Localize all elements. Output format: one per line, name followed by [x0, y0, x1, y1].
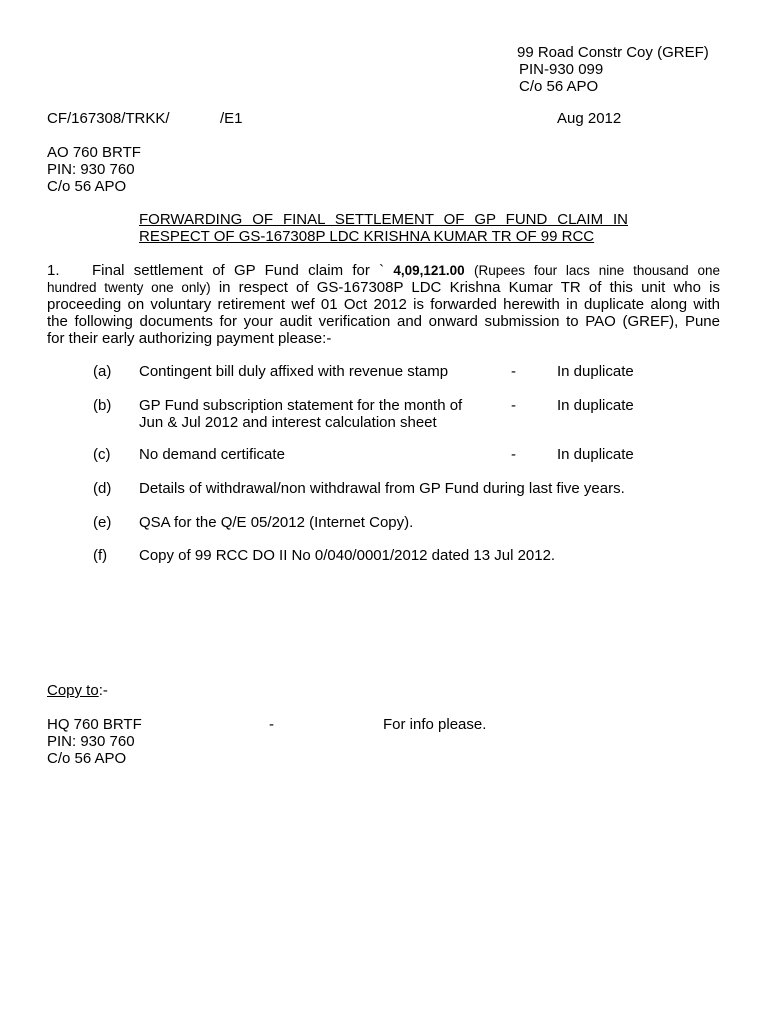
amount-in-words-start: (Rupees four lacs nine thousand one [473, 263, 721, 278]
subject-line-1: FORWARDING OF FINAL SETTLEMENT OF GP FUND CLAIM IN [139, 211, 628, 228]
list-item-status: In duplicate [557, 446, 634, 463]
copy-action: For info please. [383, 716, 487, 733]
paragraph-line-2 [47, 279, 720, 296]
claim-amount: 4,09,121.00 [393, 263, 465, 278]
addressee [47, 144, 141, 195]
list-item-text: GP Fund subscription statement for the month of [139, 397, 463, 414]
paragraph-1 [47, 262, 720, 347]
sender-pin: PIN-930 099 [519, 61, 604, 78]
list-item-label: (d) [93, 480, 112, 497]
paragraph-line-4: the following documents for your audit verification and onward submission to PAO (GREF), Pune [47, 313, 720, 330]
copy-recipient-apo: C/o 56 APO [47, 750, 127, 767]
subject-line-2: RESPECT OF GS-167308P LDC KRISHNA KUMAR TR OF 99 RCC [139, 228, 595, 245]
addressee-apo: C/o 56 APO [47, 178, 127, 195]
list-item-text: QSA for the Q/E 05/2012 (Internet Copy). [139, 514, 414, 531]
list-item-status: In duplicate [557, 363, 634, 380]
reference-number: CF/167308/TRKK/ [47, 110, 170, 127]
paragraph-subject-ref: in respect of GS-167308P LDC Krishna Kumar TR of this unit who is [218, 279, 720, 296]
paragraph-line-3: proceeding on voluntary retirement wef 01 Oct 2012 is forwarded herewith in duplicate along with [47, 296, 720, 313]
copy-to-label: Copy to [47, 682, 99, 699]
sender-address [517, 44, 709, 95]
addressee-pin: PIN: 930 760 [47, 161, 135, 178]
list-item-label: (c) [93, 446, 111, 463]
amount-in-words-end: hundred twenty one only) [47, 280, 211, 295]
list-item-text: No demand certificate [139, 446, 285, 463]
letter-date: Aug 2012 [557, 110, 622, 127]
list-item-dash: - [511, 446, 516, 463]
list-item-label: (b) [93, 397, 112, 414]
list-item-dash: - [511, 363, 516, 380]
addressee-office: AO 760 BRTF [47, 144, 141, 161]
list-item-text: Copy of 99 RCC DO II No 0/040/0001/2012 dated 13 Jul 2012. [139, 547, 556, 564]
list-item-text: Contingent bill duly affixed with revenue stamp [139, 363, 449, 380]
sender-apo: C/o 56 APO [519, 78, 599, 95]
sender-unit: 99 Road Constr Coy (GREF) [517, 44, 709, 61]
list-item-dash: - [511, 397, 516, 414]
paragraph-lead: Final settlement of GP Fund claim for [92, 262, 370, 279]
reference-suffix: /E1 [220, 110, 243, 127]
currency-symbol: ` [379, 262, 385, 279]
paragraph-line-1 [47, 262, 720, 279]
list-item-label: (a) [93, 363, 112, 380]
paragraph-line-5: for their early authorizing payment please:- [47, 330, 332, 347]
list-item-text: Details of withdrawal/non withdrawal from GP Fund during last five years. [139, 480, 625, 497]
copy-recipient-office: HQ 760 BRTF [47, 716, 142, 733]
copy-to-suffix: :- [98, 682, 108, 699]
list-item-text-continued: Jun & Jul 2012 and interest calculation sheet [139, 414, 437, 431]
subject-heading [139, 211, 628, 245]
copy-recipient [47, 716, 142, 767]
copy-to-heading [47, 682, 108, 699]
list-item-status: In duplicate [557, 397, 634, 414]
paragraph-number: 1. [47, 262, 60, 279]
copy-dash: - [269, 716, 274, 733]
list-item-label: (f) [93, 547, 108, 564]
list-item-label: (e) [93, 514, 112, 531]
copy-recipient-pin: PIN: 930 760 [47, 733, 135, 750]
